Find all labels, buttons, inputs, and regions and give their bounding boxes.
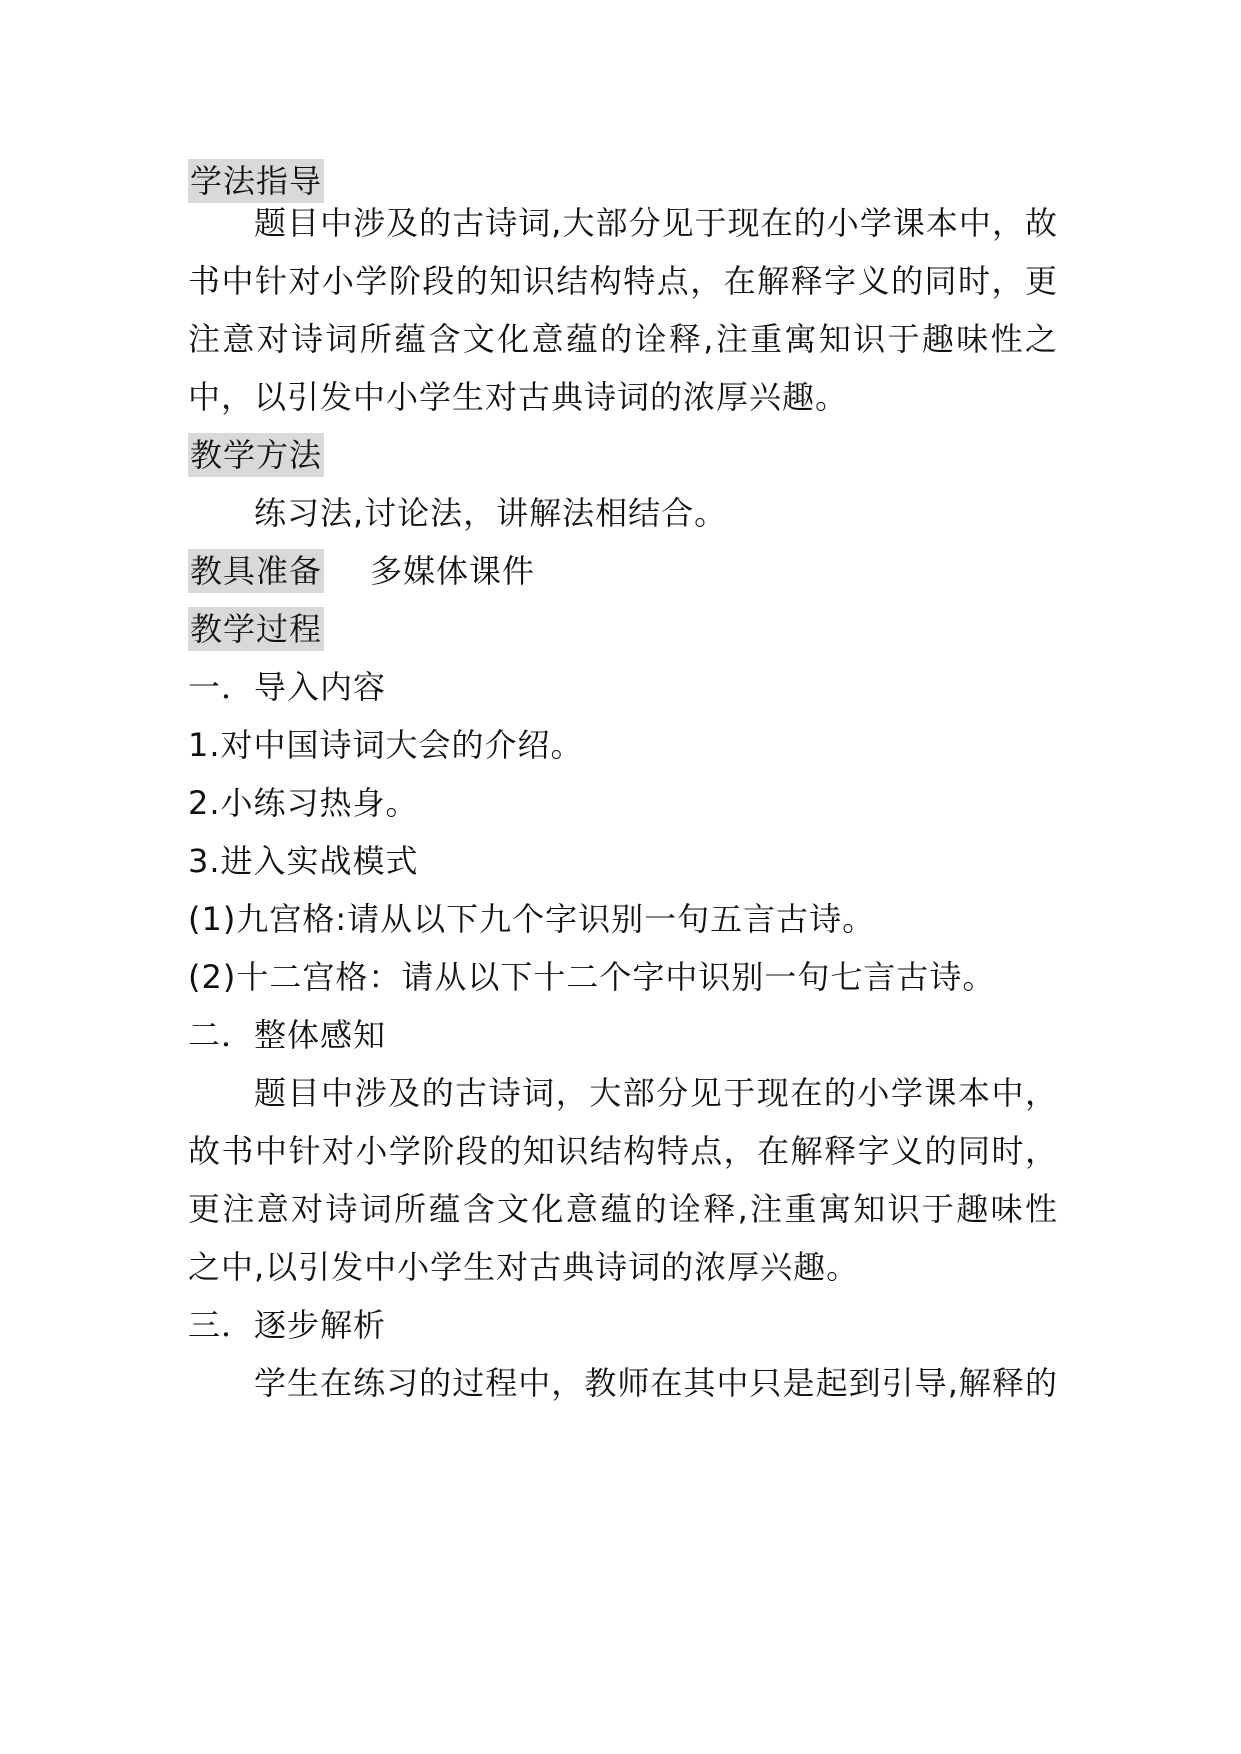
paragraph-line: 学生在练习的过程中，教师在其中只是起到引导,解释的 [254,1364,1058,1402]
list-item: 1.对中国诗词大会的介绍。 [188,726,584,764]
part2-title: 二．整体感知 [188,1016,387,1054]
heading-teaching-process: 教学过程 [188,607,1058,651]
part1-title: 一．导入内容 [188,668,387,706]
paragraph-line: 书中针对小学阶段的知识结构特点，在解释字义的同时，更 [188,262,1058,300]
list-item: (1)九宫格:请从以下九个字识别一句五言古诗。 [188,900,876,938]
paragraph-line: 更注意对诗词所蕴含文化意蕴的诠释,注重寓知识于趣味性 [188,1190,1058,1228]
paragraph-line: 中，以引发中小学生对古典诗词的浓厚兴趣。 [188,378,849,416]
paragraph-line: 题目中涉及的古诗词，大部分见于现在的小学课本中， [254,1074,1058,1112]
heading-materials: 教具准备 [188,549,324,593]
paragraph-line: 题目中涉及的古诗词,大部分见于现在的小学课本中，故 [254,204,1058,242]
teaching-method-text: 练习法,讨论法，讲解法相结合。 [254,494,728,532]
list-item: (2)十二宫格：请从以下十二个字中识别一句七言古诗。 [188,958,996,996]
list-item: 3.进入实战模式 [188,842,419,880]
paragraph-line: 故书中针对小学阶段的知识结构特点，在解释字义的同时， [188,1132,1058,1170]
part3-title: 三．逐步解析 [188,1306,387,1344]
materials-text: 多媒体课件 [370,552,536,590]
paragraph-line: 注意对诗词所蕴含文化意蕴的诠释,注重寓知识于趣味性之 [188,320,1058,358]
heading-teaching-method: 教学方法 [188,433,1058,477]
list-item: 2.小练习热身。 [188,784,419,822]
paragraph-line: 之中,以引发中小学生对古典诗词的浓厚兴趣。 [188,1248,860,1286]
materials-row [188,549,1058,593]
heading-study-method: 学法指导 [188,159,1058,203]
